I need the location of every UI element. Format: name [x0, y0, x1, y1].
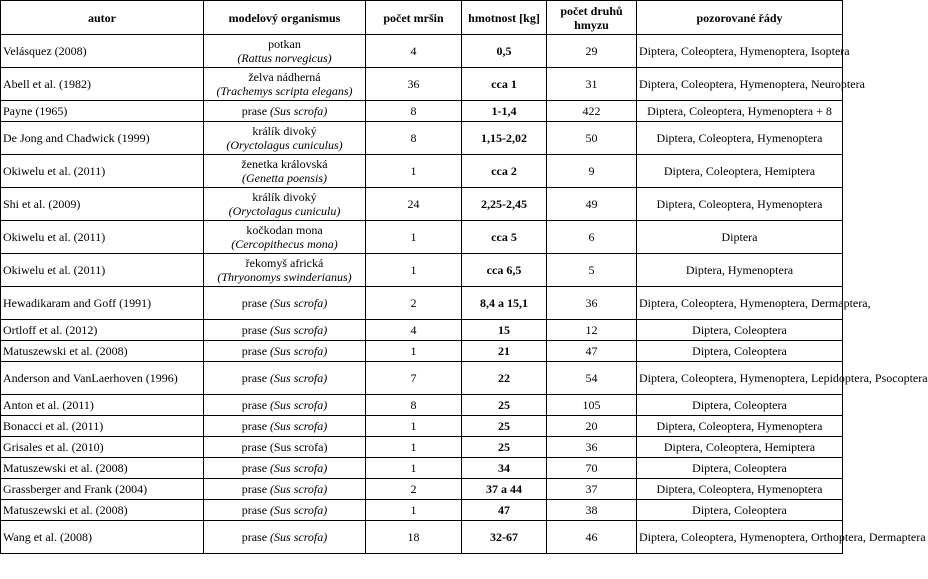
organism-latin-name: (Sus scrofa): [270, 530, 328, 544]
table-row: [1, 395, 843, 416]
cell-weight: 34: [462, 458, 547, 479]
cell-organism: [204, 254, 366, 287]
header-carcass-count: počet mršin: [366, 1, 462, 35]
organism-common-name: prase: [241, 482, 268, 496]
organism-common-name: prase: [241, 440, 267, 454]
cell-organism: [204, 521, 366, 554]
table-row: [1, 155, 843, 188]
cell-orders: Diptera, Coleoptera, Hymenoptera, Dermaptera,: [637, 287, 843, 320]
cell-weight: cca 6,5: [462, 254, 547, 287]
cell-carcass-count: 24: [366, 188, 462, 221]
table-body: [1, 35, 928, 554]
cell-orders: Diptera, Coleoptera, Hemiptera: [637, 437, 843, 458]
cell-organism: [204, 320, 366, 341]
organism-latin-name: (Thryonomys swinderianus): [217, 270, 352, 284]
table-row: [1, 458, 843, 479]
cell-organism: [204, 101, 366, 122]
organism-latin-name: (Sus scrofa): [269, 440, 328, 454]
cell-organism: [204, 458, 366, 479]
cell-organism: [204, 188, 366, 221]
cell-author: Velásquez (2008): [1, 35, 204, 68]
cell-carcass-count: 1: [366, 500, 462, 521]
cell-species-count: 38: [547, 500, 637, 521]
table-row: [1, 221, 843, 254]
header-species-count: počet druhů hmyzu: [547, 1, 637, 35]
cell-species-count: 20: [547, 416, 637, 437]
header-orders: pozorované řády: [637, 1, 843, 35]
cell-organism: [204, 221, 366, 254]
table-row: [1, 521, 843, 554]
cell-orders: Diptera, Coleoptera, Hymenoptera: [637, 188, 843, 221]
cell-author: Okiwelu et al. (2011): [1, 155, 204, 188]
organism-latin-name: (Sus scrofa): [270, 482, 328, 496]
organism-latin-name: (Sus scrofa): [270, 344, 328, 358]
table-row: [1, 122, 843, 155]
cell-carcass-count: 1: [366, 437, 462, 458]
cell-organism: [204, 416, 366, 437]
cell-species-count: 70: [547, 458, 637, 479]
organism-latin-name: (Sus scrofa): [270, 461, 328, 475]
cell-organism: [204, 362, 366, 395]
cell-weight: 47: [462, 500, 547, 521]
cell-author: Anderson and VanLaerhoven (1996): [1, 362, 204, 395]
organism-common-name: prase: [241, 461, 268, 475]
organism-latin-name: (Sus scrofa): [270, 398, 328, 412]
cell-carcass-count: 2: [366, 479, 462, 500]
cell-author: Shi et al. (2009): [1, 188, 204, 221]
cell-author: Grisales et al. (2010): [1, 437, 204, 458]
cell-carcass-count: 36: [366, 68, 462, 101]
cell-carcass-count: 8: [366, 101, 462, 122]
cell-carcass-count: 1: [366, 221, 462, 254]
cell-species-count: 47: [547, 341, 637, 362]
organism-common-name: potkan: [268, 37, 301, 51]
cell-weight: 25: [462, 437, 547, 458]
cell-author: Bonacci et al. (2011): [1, 416, 204, 437]
cell-author: Hewadikaram and Goff (1991): [1, 287, 204, 320]
cell-species-count: 36: [547, 437, 637, 458]
cell-carcass-count: 1: [366, 341, 462, 362]
organism-latin-name: (Sus scrofa): [270, 323, 328, 337]
cell-author: De Jong and Chadwick (1999): [1, 122, 204, 155]
cell-weight: 22: [462, 362, 547, 395]
organism-common-name: králík divoký: [252, 124, 317, 138]
table-row: [1, 437, 843, 458]
organism-common-name: prase: [241, 398, 268, 412]
cell-orders: Diptera: [637, 221, 843, 254]
table-row: [1, 35, 843, 68]
cell-orders: Diptera, Coleoptera, Hymenoptera, Neuroptera: [637, 68, 843, 101]
cell-carcass-count: 8: [366, 395, 462, 416]
organism-common-name: želva nádherná: [248, 70, 321, 84]
cell-species-count: 105: [547, 395, 637, 416]
cell-species-count: 46: [547, 521, 637, 554]
cell-orders: Diptera, Coleoptera, Hymenoptera, Isoptera: [637, 35, 843, 68]
cell-weight: 8,4 a 15,1: [462, 287, 547, 320]
cell-author: Matuszewski et al. (2008): [1, 458, 204, 479]
table-row: [1, 341, 843, 362]
cell-organism: [204, 287, 366, 320]
cell-species-count: 6: [547, 221, 637, 254]
cell-species-count: 37: [547, 479, 637, 500]
organism-latin-name: (Rattus norvegicus): [237, 51, 332, 65]
cell-carcass-count: 4: [366, 320, 462, 341]
cell-author: Okiwelu et al. (2011): [1, 221, 204, 254]
organism-common-name: kočkodan mona: [246, 223, 323, 237]
cell-weight: 1-1,4: [462, 101, 547, 122]
cell-species-count: 36: [547, 287, 637, 320]
cell-species-count: 50: [547, 122, 637, 155]
cell-orders: Diptera, Coleoptera: [637, 500, 843, 521]
header-organism: modelový organismus: [204, 1, 366, 35]
table-row: [1, 188, 843, 221]
cell-species-count: 9: [547, 155, 637, 188]
cell-orders: Diptera, Coleoptera: [637, 395, 843, 416]
cell-orders: Diptera, Coleoptera, Hemiptera: [637, 155, 843, 188]
cell-carcass-count: 7: [366, 362, 462, 395]
cell-carcass-count: 1: [366, 458, 462, 479]
cell-orders: Diptera, Hymenoptera: [637, 254, 843, 287]
cell-author: Okiwelu et al. (2011): [1, 254, 204, 287]
organism-common-name: prase: [241, 104, 268, 118]
cell-weight: 2,25-2,45: [462, 188, 547, 221]
cell-species-count: 31: [547, 68, 637, 101]
cell-species-count: 29: [547, 35, 637, 68]
cell-weight: 21: [462, 341, 547, 362]
table-row: [1, 101, 843, 122]
cell-orders: Diptera, Coleoptera, Hymenoptera, Lepidoptera, Psocoptera: [637, 362, 843, 395]
cell-author: Matuszewski et al. (2008): [1, 341, 204, 362]
organism-common-name: prase: [241, 530, 268, 544]
organism-common-name: prase: [241, 419, 268, 433]
cell-organism: [204, 155, 366, 188]
cell-weight: cca 5: [462, 221, 547, 254]
cell-organism: [204, 500, 366, 521]
table-row: [1, 254, 843, 287]
cell-orders: Diptera, Coleoptera, Hymenoptera: [637, 416, 843, 437]
cell-species-count: 422: [547, 101, 637, 122]
table-row: [1, 287, 843, 320]
cell-weight: 1,15-2,02: [462, 122, 547, 155]
cell-weight: 32-67: [462, 521, 547, 554]
organism-latin-name: (Oryctolagus cuniculu): [228, 204, 341, 218]
cell-author: Anton et al. (2011): [1, 395, 204, 416]
cell-weight: 37 a 44: [462, 479, 547, 500]
header-row: [1, 1, 843, 35]
cell-organism: [204, 437, 366, 458]
cell-weight: 15: [462, 320, 547, 341]
organism-latin-name: (Sus scrofa): [270, 296, 328, 310]
cell-orders: Diptera, Coleoptera: [637, 320, 843, 341]
cell-author: Payne (1965): [1, 101, 204, 122]
organism-common-name: prase: [241, 503, 268, 517]
cell-weight: 25: [462, 416, 547, 437]
organism-latin-name: (Trachemys scripta elegans): [216, 84, 353, 98]
organism-latin-name: (Genetta poensis): [242, 171, 327, 185]
cell-orders: Diptera, Coleoptera: [637, 458, 843, 479]
cell-weight: 0,5: [462, 35, 547, 68]
cell-carcass-count: 18: [366, 521, 462, 554]
cell-author: Abell et al. (1982): [1, 68, 204, 101]
cell-author: Wang et al. (2008): [1, 521, 204, 554]
organism-latin-name: (Sus scrofa): [270, 503, 328, 517]
table-row: [1, 500, 843, 521]
cell-weight: cca 2: [462, 155, 547, 188]
organism-common-name: králík divoký: [252, 190, 317, 204]
table-row: [1, 416, 843, 437]
cell-species-count: 49: [547, 188, 637, 221]
header-weight: hmotnost [kg]: [462, 1, 547, 35]
cell-organism: [204, 122, 366, 155]
cell-organism: [204, 395, 366, 416]
cell-organism: [204, 68, 366, 101]
cell-weight: cca 1: [462, 68, 547, 101]
cell-carcass-count: 8: [366, 122, 462, 155]
table-row: [1, 68, 843, 101]
cell-organism: [204, 35, 366, 68]
cell-carcass-count: 4: [366, 35, 462, 68]
cell-carcass-count: 2: [366, 287, 462, 320]
cell-orders: Diptera, Coleoptera, Hymenoptera, Orthoptera, Dermaptera: [637, 521, 843, 554]
cell-orders: Diptera, Coleoptera, Hymenoptera + 8: [637, 101, 843, 122]
cell-carcass-count: 1: [366, 155, 462, 188]
organism-common-name: prase: [241, 296, 268, 310]
organism-common-name: prase: [241, 371, 268, 385]
table-row: [1, 320, 843, 341]
organism-latin-name: (Sus scrofa): [270, 371, 328, 385]
cell-carcass-count: 1: [366, 254, 462, 287]
organism-latin-name: (Sus scrofa): [270, 104, 328, 118]
organism-common-name: řekomyš africká: [245, 256, 324, 270]
cell-weight: 25: [462, 395, 547, 416]
cell-author: Matuszewski et al. (2008): [1, 500, 204, 521]
table-row: [1, 479, 843, 500]
organism-latin-name: (Oryctolagus cuniculus): [226, 138, 343, 152]
cell-orders: Diptera, Coleoptera, Hymenoptera: [637, 122, 843, 155]
cell-species-count: 54: [547, 362, 637, 395]
cell-author: Ortloff et al. (2012): [1, 320, 204, 341]
cell-author: Grassberger and Frank (2004): [1, 479, 204, 500]
table-row: [1, 362, 843, 395]
cell-species-count: 5: [547, 254, 637, 287]
organism-common-name: prase: [241, 323, 268, 337]
cell-orders: Diptera, Coleoptera, Hymenoptera: [637, 479, 843, 500]
cell-orders: Diptera, Coleoptera: [637, 341, 843, 362]
organism-latin-name: (Cercopithecus mona): [231, 237, 338, 251]
organism-common-name: prase: [241, 344, 268, 358]
cell-organism: [204, 479, 366, 500]
header-author: autor: [1, 1, 204, 35]
organism-latin-name: (Sus scrofa): [270, 419, 328, 433]
cell-carcass-count: 1: [366, 416, 462, 437]
cell-organism: [204, 341, 366, 362]
organism-common-name: ženetka královská: [241, 157, 328, 171]
cell-species-count: 12: [547, 320, 637, 341]
